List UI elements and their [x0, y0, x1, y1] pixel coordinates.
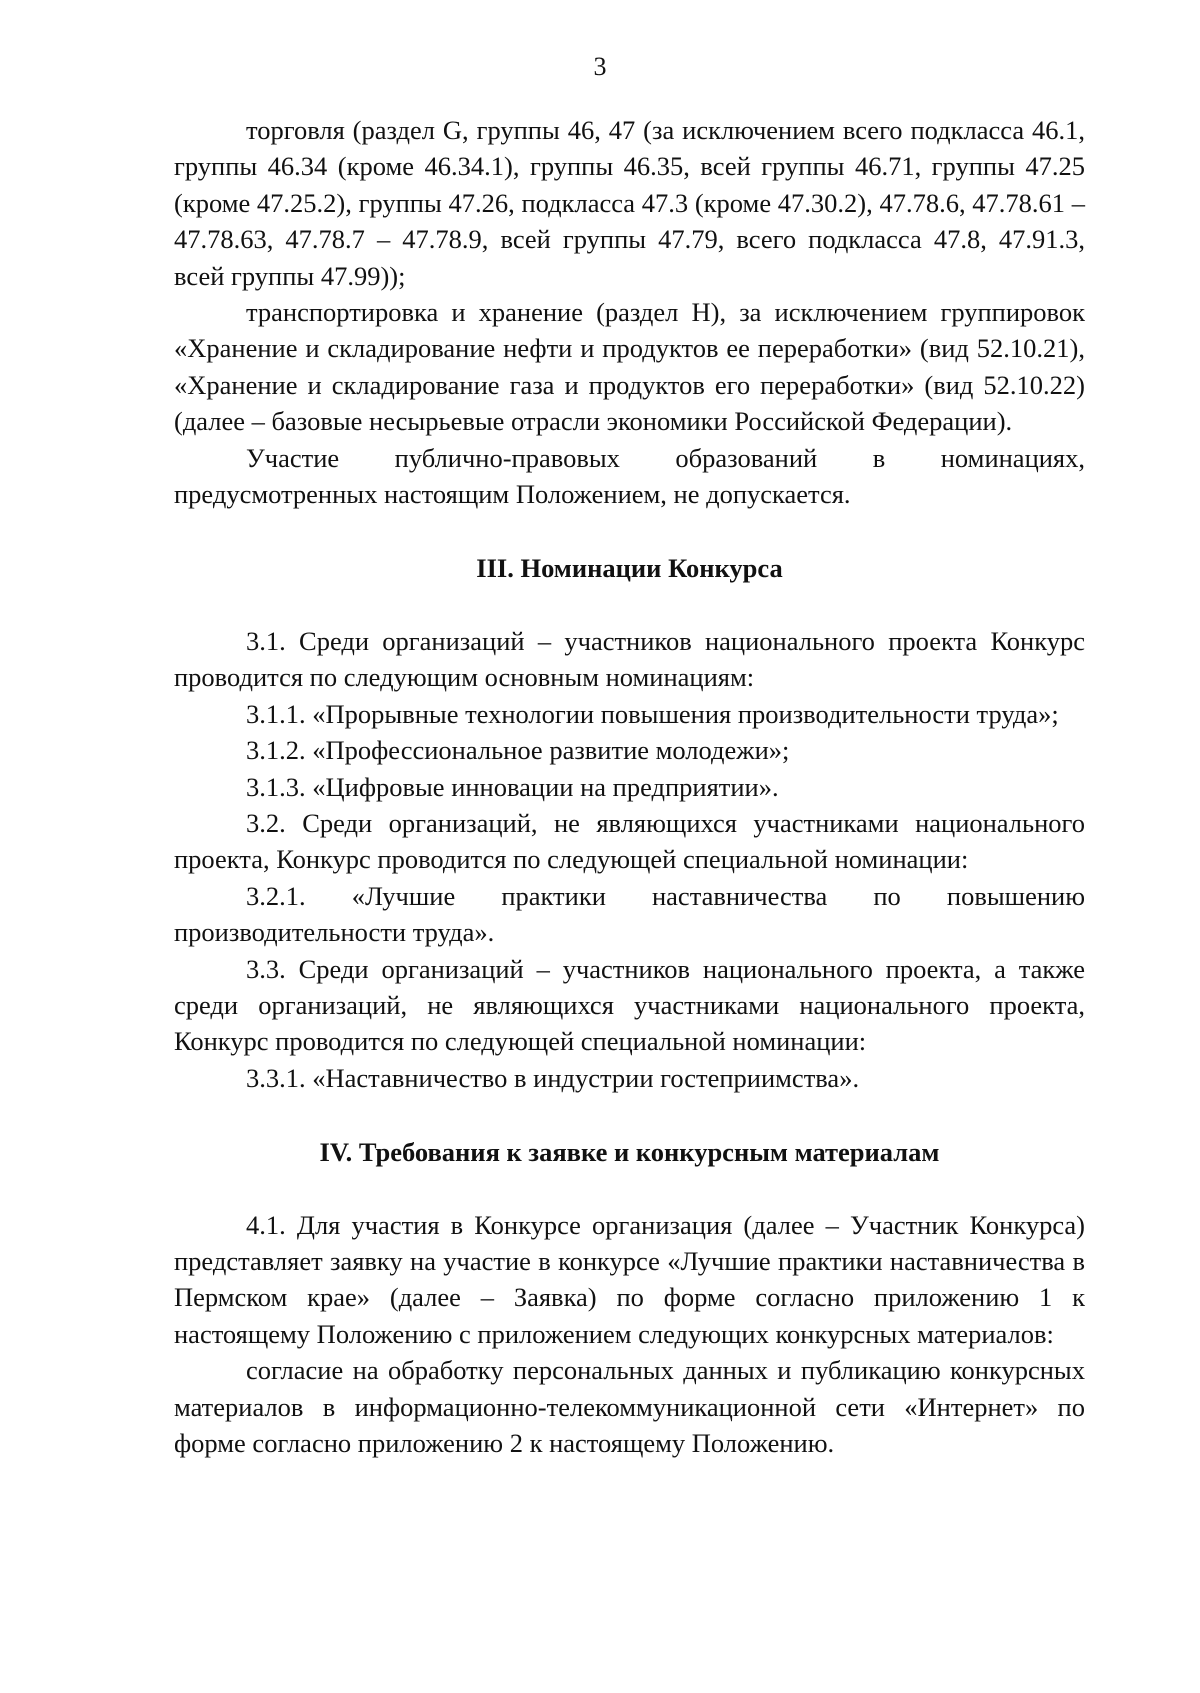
- paragraph-public-entities: Участие публично-правовых образований в номинациях, предусмотренных настоящим Положением, не допускается.: [174, 442, 1085, 510]
- clause-3-1-2: 3.1.2. «Профессиональное развитие молодежи»;: [246, 735, 790, 766]
- clause-3-3: 3.3. Среди организаций – участников национального проекта, а также среди организаций, не являющихся участниками национального проекта, Конкурс проводится по следующей специальной номинации:: [174, 953, 1085, 1057]
- paragraph-trade-exclusions: торговля (раздел G, группы 46, 47 (за исключением всего подкласса 46.1, группы 46.34 (кроме 46.34.1), группы 46.35, всей группы 46.71, группы 47.25 (кроме 47.25.2), группы 47.26, подкласса 47.3 (кроме 47.30.2), 47.78.6, 47.78.61 – 47.78.63, 47.78.7 – 47.78.9, всей группы 47.79, всего подкласса 47.8, 47.91.3, всей группы 47.99));: [174, 115, 1085, 291]
- section-heading-nominations: III. Номинации Конкурса: [476, 553, 783, 584]
- paragraph-transport-storage: транспортировка и хранение (раздел H), за исключением группировок «Хранение и складирование нефти и продуктов ее переработки» (вид 52.10.21), «Хранение и складирование газа и продуктов его переработки» (вид 52.10.22) (далее – базовые несырьевые отрасли экономики Российской Федерации).: [174, 297, 1085, 437]
- paragraph-consent: согласие на обработку персональных данных и публикацию конкурсных материалов в информационно-телекоммуникационной сети «Интернет» по форме согласно приложению 2 к настоящему Положению.: [174, 1355, 1085, 1458]
- clause-3-2: 3.2. Среди организаций, не являющихся участниками национального проекта, Конкурс проводится по следующей специальной номинации:: [174, 807, 1085, 875]
- clause-3-1-1: 3.1.1. «Прорывные технологии повышения производительности труда»;: [246, 698, 1059, 729]
- document-body: [174, 112, 1085, 1461]
- clause-3-1: 3.1. Среди организаций – участников национального проекта Конкурс проводится по следующим основным номинациям:: [174, 625, 1085, 693]
- clause-4-1: 4.1. Для участия в Конкурсе организация (далее – Участник Конкурса) представляет заявку на участие в конкурсе «Лучшие практики наставничества в Пермском крае» (далее – Заявка) по форме согласно приложению 1 к настоящему Положению с приложением следующих конкурсных материалов:: [174, 1209, 1085, 1349]
- clause-3-3-1: 3.3.1. «Наставничество в индустрии гостеприимства».: [246, 1062, 860, 1093]
- page-number: 3: [593, 52, 607, 81]
- clause-3-1-3: 3.1.3. «Цифровые инновации на предприятии».: [246, 771, 779, 802]
- clause-3-2-1: 3.2.1. «Лучшие практики наставничества по повышению производительности труда».: [174, 880, 1085, 948]
- section-heading-application-requirements: IV. Требования к заявке и конкурсным материалам: [319, 1137, 940, 1168]
